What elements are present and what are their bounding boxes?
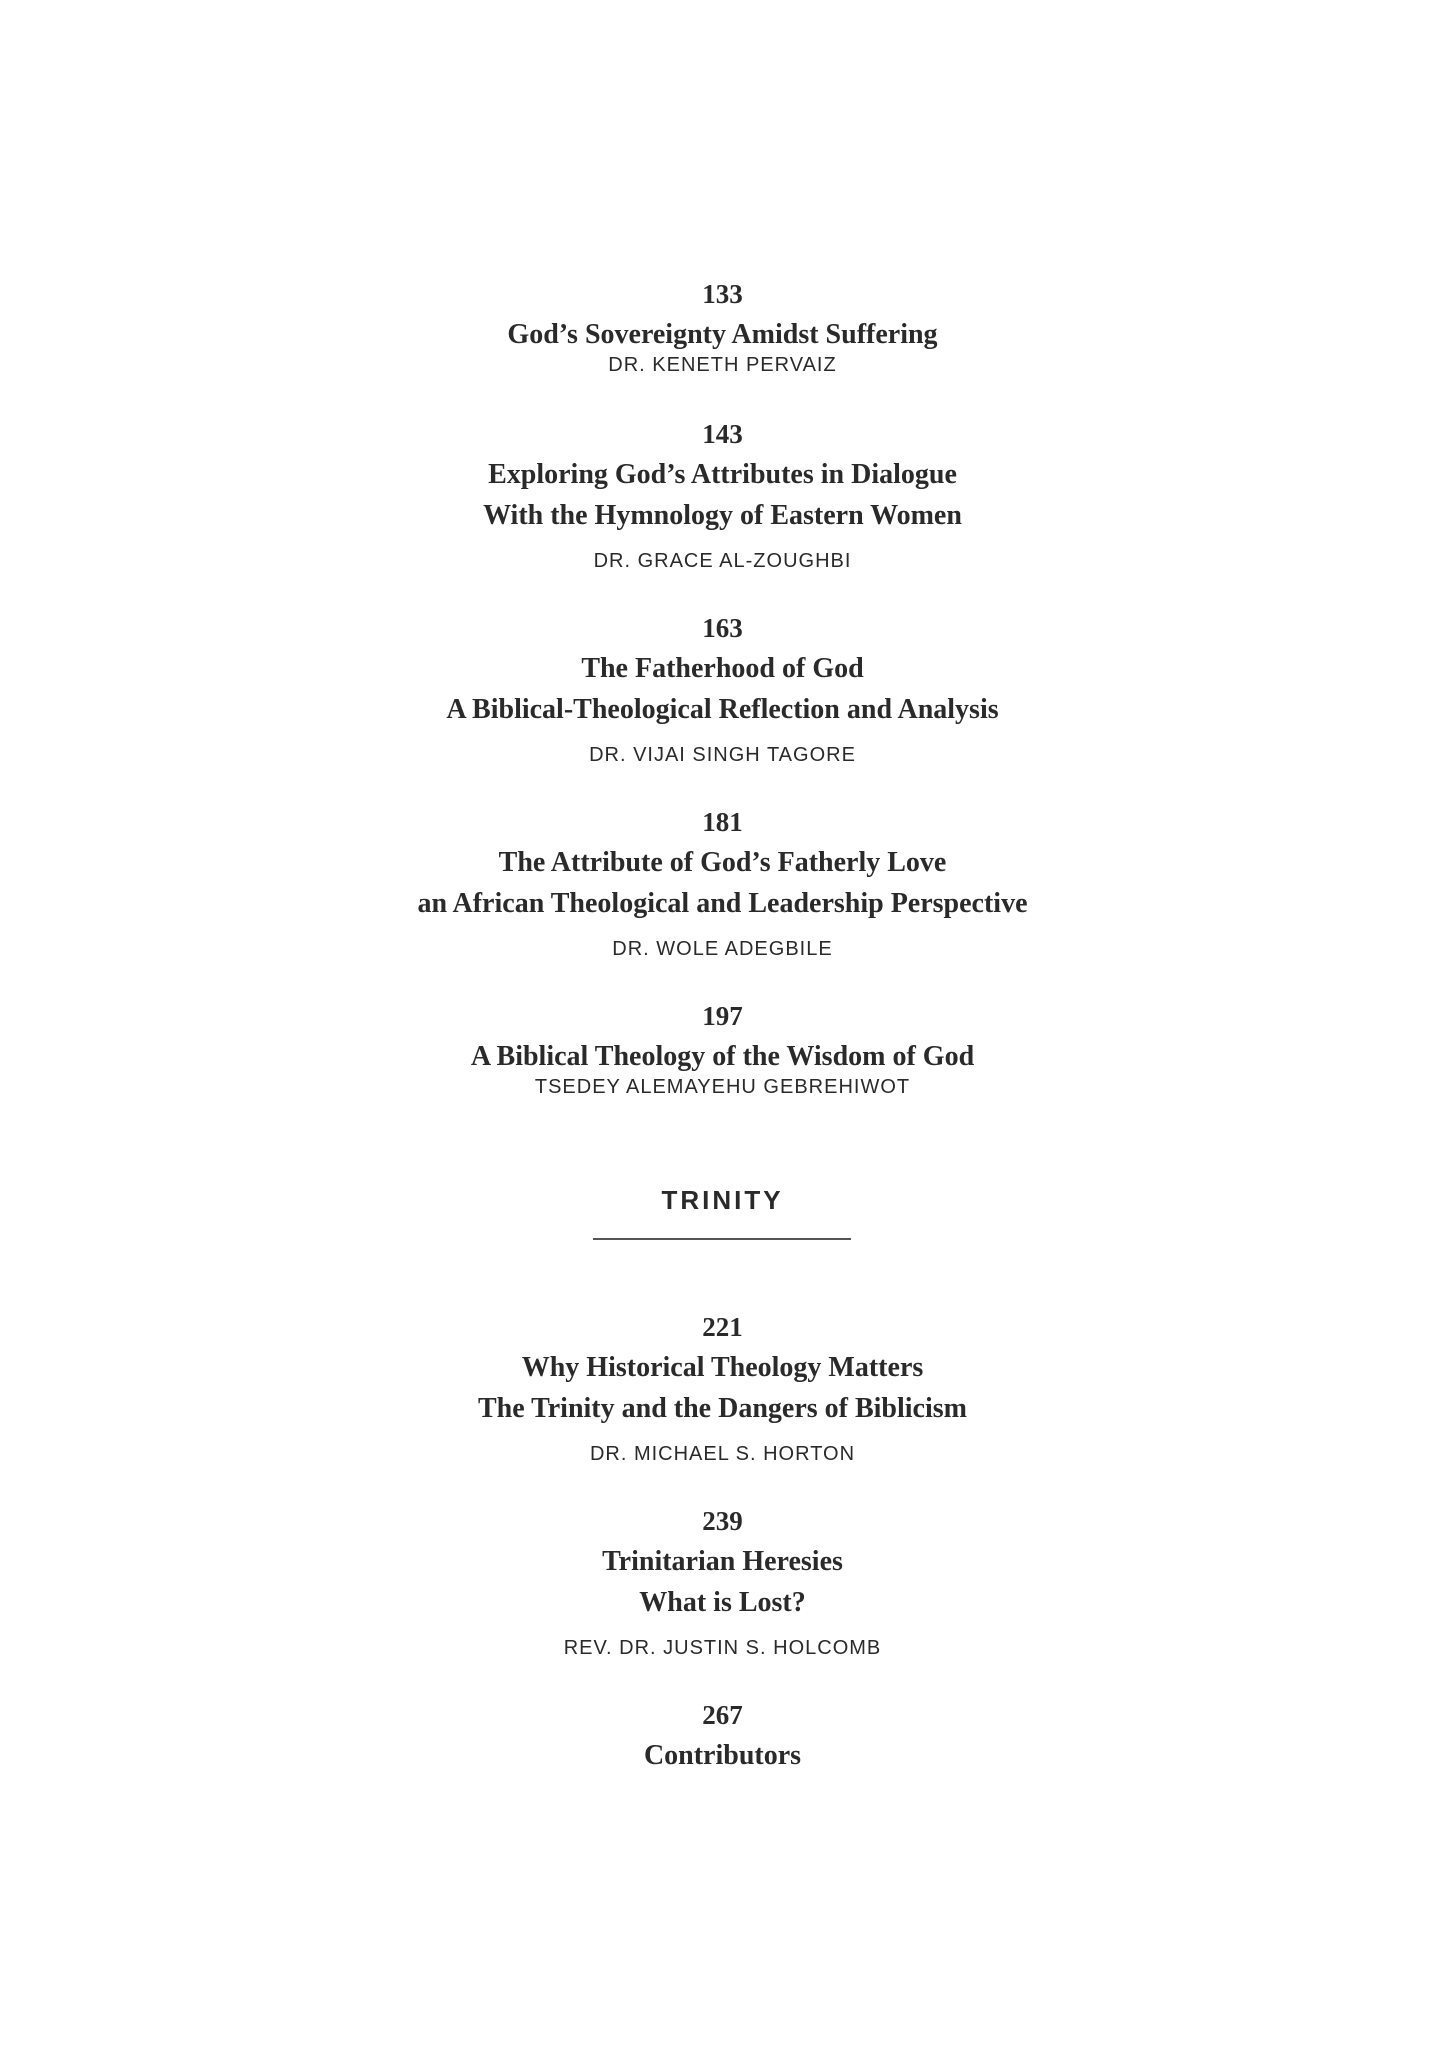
toc-page-number: 143 (702, 419, 743, 449)
section-heading: TRINITY (661, 1185, 784, 1215)
toc-page-number: 133 (702, 279, 743, 309)
toc-page-number: 181 (702, 807, 743, 837)
toc-page-number: 267 (702, 1700, 743, 1730)
toc-title: The Attribute of God’s Fatherly Love (498, 847, 947, 878)
toc-page-number: 197 (702, 1001, 743, 1031)
toc-subtitle: With the Hymnology of Eastern Women (483, 500, 962, 531)
toc-title: The Fatherhood of God (581, 653, 864, 684)
toc-subtitle: A Biblical-Theological Reflection and Analysis (446, 694, 999, 725)
section-divider (593, 1238, 851, 1240)
toc-entry (0, 1310, 1445, 1467)
toc-author: REV. DR. JUSTIN S. HOLCOMB (563, 1637, 882, 1659)
toc-entry (0, 1698, 1445, 1780)
toc-entry (0, 1504, 1445, 1661)
toc-author: DR. GRACE AL-ZOUGHBI (593, 550, 852, 572)
toc-subtitle: What is Lost? (639, 1587, 806, 1618)
toc-author: TSEDEY ALEMAYEHU GEBREHIWOT (534, 1076, 911, 1098)
toc-entry (0, 805, 1445, 962)
toc-author: DR. MICHAEL S. HORTON (589, 1443, 856, 1465)
toc-author: DR. KENETH PERVAIZ (608, 354, 837, 376)
toc-page-number: 239 (702, 1506, 743, 1536)
toc-title: Trinitarian Heresies (602, 1546, 843, 1577)
toc-title: God’s Sovereignty Amidst Suffering (507, 319, 938, 350)
toc-author: DR. WOLE ADEGBILE (612, 938, 833, 960)
toc-title: Contributors (643, 1740, 802, 1771)
toc-entry (0, 277, 1445, 378)
toc-page-number: 163 (702, 613, 743, 643)
toc-author: DR. VIJAI SINGH TAGORE (589, 744, 856, 766)
toc-subtitle: The Trinity and the Dangers of Biblicism (477, 1393, 967, 1424)
toc-entry (0, 999, 1445, 1100)
toc-entry (0, 611, 1445, 768)
toc-title: Exploring God’s Attributes in Dialogue (488, 459, 957, 490)
toc-subtitle: an African Theological and Leadership Perspective (417, 888, 1028, 919)
toc-title: A Biblical Theology of the Wisdom of God (470, 1041, 975, 1072)
toc-entry (0, 417, 1445, 574)
toc-page-number: 221 (702, 1312, 743, 1342)
toc-title: Why Historical Theology Matters (521, 1352, 924, 1383)
